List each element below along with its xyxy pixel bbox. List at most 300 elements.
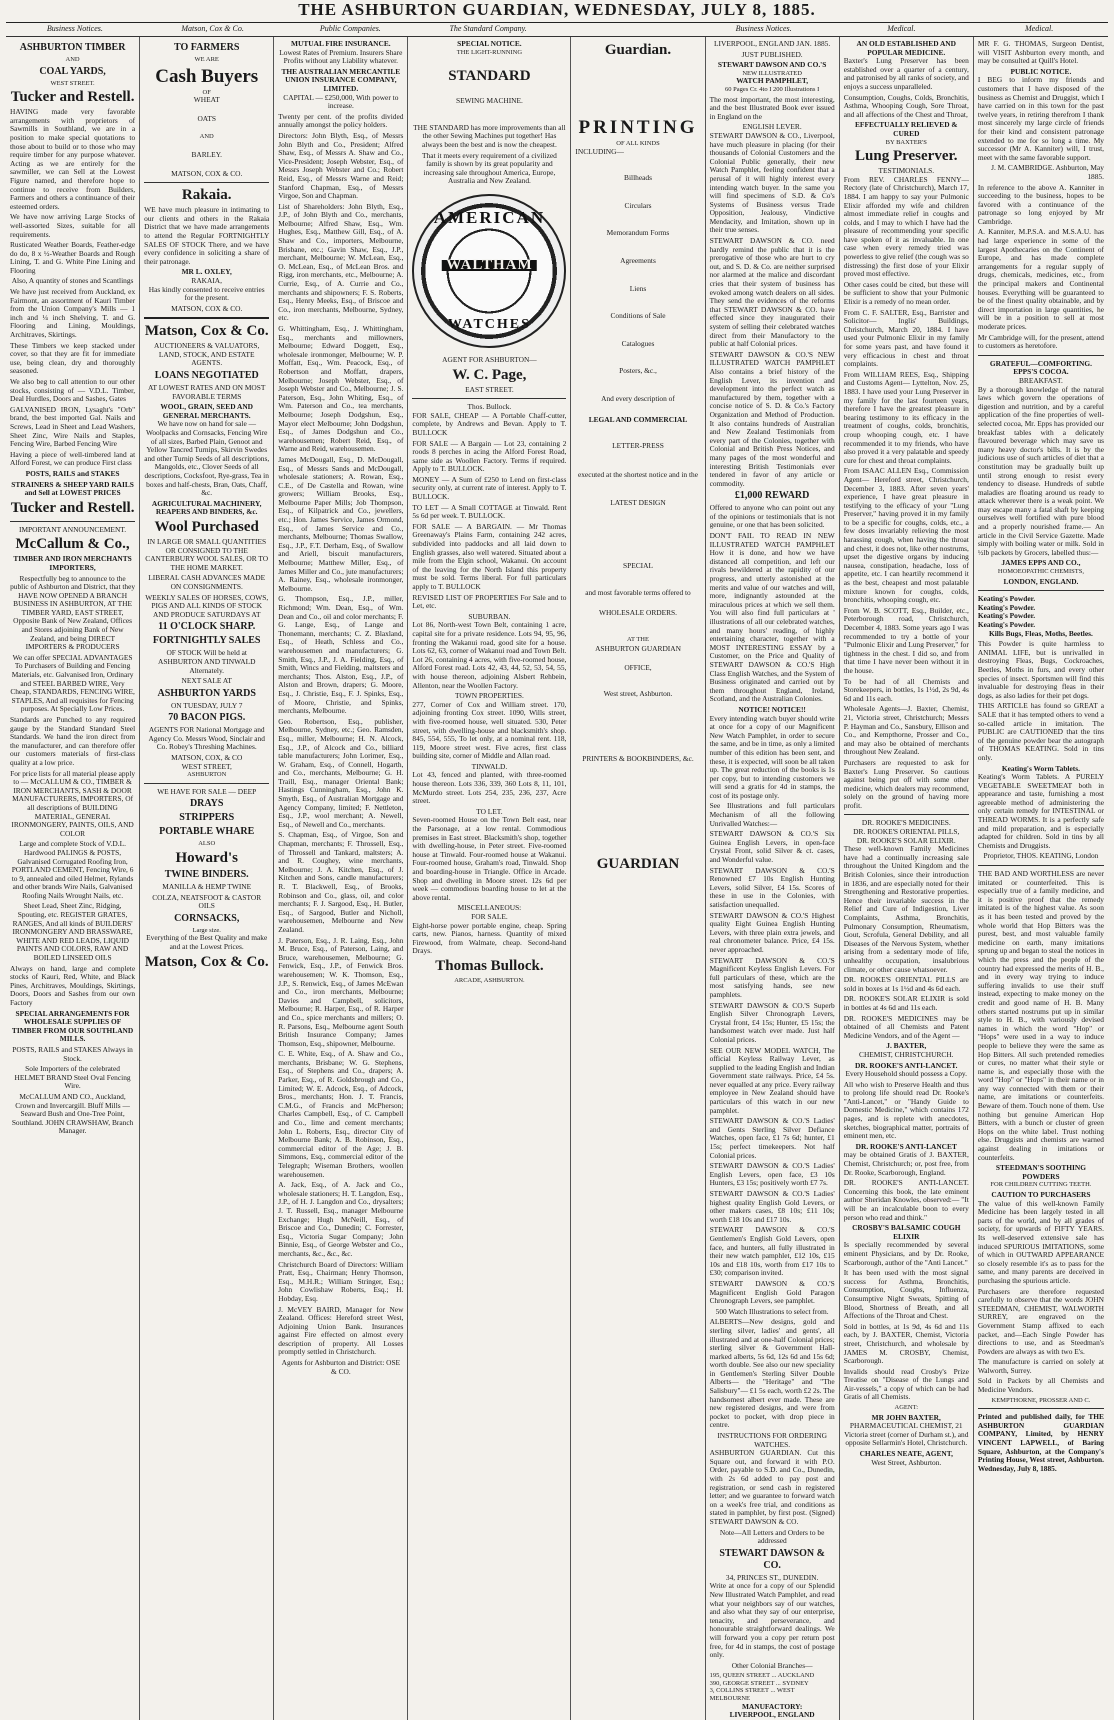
ad-text: STRAINERS & SHEEP YARD RAILS and Sell at LOWEST PRICES	[11, 479, 134, 498]
column-head: Business Notices.	[735, 24, 792, 33]
ad-title: Matson, Cox & Co.	[144, 323, 269, 340]
ad-text: We have now arriving Large Stocks of well-assorted Sizes, suitable for all requirements.	[10, 212, 136, 239]
ad-heading: TINWALD.	[471, 761, 508, 771]
ad-text: All who wish to Preserve Health and thus to prolong life should read Dr. Rooke's "Anti-Lancet," or "Handy Guide to Domestic Medicine," which contains 172 pages, and is replete with anecdotes, sketches, biographical matter, portraits of eminent men, etc.	[843, 1079, 969, 1141]
ad-text: MONEY — A Sum of £250 to Lend on first-class security only, at current rate of interest. Apply to T. BULLOCK.	[412, 474, 567, 502]
ad-text: GALVANISED IRON, Lysaght's "Orb" brand, the best imported Gal. Nails and Screws, Lead in Sheet and Lead Washers, Sheet Zinc, Wire Nails and Staples, Fencing Wire, Barbed Fencing Wire	[10, 404, 136, 449]
ad-text: These Timbers we keep stacked under cover, so that they are fit for immediate use, being clean, dry and thoroughly seasoned.	[10, 340, 136, 376]
ad-text: AUCTIONEERS & VALUATORS, LAND, STOCK, AND ESTATE AGENTS.	[154, 341, 260, 368]
ad-text: AGENTS FOR National Mortgage and Agency Co. Messrs Wood, Sinclair and Co. Robey's Threshing Machines.	[148, 725, 265, 752]
ad-text: AGENT FOR ASHBURTON—	[442, 354, 537, 364]
ad-text: STEWART DAWSON & CO., Liverpool, have much pleasure in placing (for their thousands of Colonial Customers and the Colonial Public generally, their new Watch Pamphlet, feeling confident that a perusal of it will highly interest every intending watch buyer. In the same you will find specimens of S.D. & Co's Systems of Business versus Trade Opposition, Jealousy, Vindictive Mendacity, and Imitation, shown up in their true senses.	[709, 130, 835, 235]
list-item: Keating's Powder.	[977, 611, 1036, 621]
ad-heading: CROSBY'S BALSAMIC COUGH ELIXIR	[852, 1223, 961, 1241]
ad-text: WE HAVE FOR SALE — DEEP	[157, 786, 257, 796]
ad-text: STEWART DAWSON & CO.'S Highest quality Eight Guinea English Hunting Levers, with three plain extra jewels, and real chronometer balance. Price, £4 15s. never approached.	[709, 910, 835, 954]
list-item: 3, COLLINS STREET ... WEST MELBOURNE	[709, 1687, 795, 1703]
ad-heading: INSTRUCTIONS FOR ORDERING WATCHES.	[717, 1431, 827, 1449]
ad-text: Note—All Letters and Orders to be addressed	[719, 1527, 825, 1546]
ad-heading: JAMES EPPS AND CO.,	[1001, 558, 1081, 568]
ad-text: Offered to anyone who can point out any of the opinions or testimonials that is not genuine, or one that has been solicited.	[709, 503, 835, 530]
column-3	[274, 37, 408, 1720]
column-6	[706, 37, 840, 1720]
ad-heading: DR. ROOKE'S ORIENTAL PILLS,	[853, 827, 960, 837]
printing-list	[575, 174, 700, 395]
ad-text: IN LARGE OR SMALL QUANTITIES OR CONSIGNED TO THE CANTERBURY WOOL SALES, OR TO THE HOME MARKET.	[145, 536, 269, 572]
ad-text: Has kindly consented to receive entries for the present.	[148, 284, 265, 303]
ad-heading: £1,000 REWARD	[734, 490, 810, 502]
ad-heading: FORTNIGHTLY SALES	[152, 635, 261, 647]
ad-title: GUARDIAN	[596, 855, 680, 872]
ad-heading: STEWART DAWSON & CO.	[719, 1547, 825, 1571]
ad-text: OF STOCK Will be held at ASHBURTON AND TINWALD Alternately.	[158, 648, 256, 675]
ad-text: MATSON, COX & CO.	[171, 303, 243, 313]
ad-title: Matson, Cox & Co.	[144, 953, 269, 970]
ad-text: ON TUESDAY, JULY 7	[170, 700, 243, 710]
ad-text: Geo. Robertson, Esq., publisher, Melbourne, Sydney, etc.; Geo. Ramsden, Esq., miller, Melbourne; H. N. Alcock, Esq., J.P., of Alcock and Co., billiard table manufacturers; John Lorimer, Esq., W. Graham, Esq., of Connell, Hogarth, and Co., merchants, Melbourne; G. H. Traill, Esq., manager Oriental Bank; Hastings Cunningham, Esq., John K. Smyth, Esq., of Australian Mortgage and Agency Company, limited; F. Nettleton, Esq., J.P., wool merchant; A. Newell, Esq., of Newell and Co., merchants.	[278, 716, 404, 829]
ad-heading: MUTUAL FIRE INSURANCE.	[291, 39, 391, 48]
list-item: Liens	[629, 283, 647, 293]
ad-subheading: THE LIGHT-RUNNING	[456, 48, 523, 56]
ad-text: WE have much pleasure in intimating to our clients and others in the Rakaia District that we have made arrangements to attend the Regular FORTNIGHTLY SALES OF STOCK There, and we have every confidence in soliciting a share of their patronage.	[144, 205, 270, 266]
ad-text: West street, Ashburton.	[603, 689, 673, 699]
list-item: Billheads	[624, 173, 652, 183]
ad-heading: TOWN PROPERTIES.	[455, 691, 524, 701]
ad-text: Respectfully beg to announce to the public of Ashburton and District, that they HAVE NOW OPENED A BRANCH BUSINESS IN ASHBURTON, AT THE TIMBER YARD, EAST STREET, Opposite Bank of New Zealand, Offices and Stores adjoining Bank of New Zealand, and being DIRECT IMPORTERS & PRODUCERS	[10, 573, 136, 652]
ad-text: RAKAIA,	[191, 275, 222, 285]
ad-text: G. Thompson, Esq., J.P., miller, Richmond; Wm. Dean, Esq., of Wm. Dean and Co., oil and color merchants; F. G. Lange, Esq., of Lange and Thonemann, merchants; C. Z. Blaxland, Esq., of Heath, Schless and Co., warehousemen and manufacturers; G. Smith, Esq., J.P., J. A. Fielding, Esq., of Smith, Wincs and Fielding, maltsters and merchants; Thos. Alston, Esq., J.P., of Alston and Brown, drapers; G. Moore, Esq., J. Christie, Esq., F. J. Spinks, Esq., of Moore, Christie, and Spinks, merchants, Melbourne.	[278, 594, 404, 716]
ad-text: AGENT:	[894, 1404, 919, 1412]
ad-text: Every intending watch buyer should write at once for a copy of our Magnificent New Watch Pamphlet, in order to secure the same, and be in time, as only a limited number of this edition has been sent, and these, it is expected, will soon be all taken up. The great reduction of the books is 1s per copy, but to intending customers we will send a gratis for 4d in stamps, the cost of its postage only.	[709, 713, 835, 800]
ad-text: 34, PRINCES ST., DUNEDIN.	[725, 1572, 819, 1582]
ad-text: BARLEY.	[191, 149, 222, 159]
ad-text: J. McVEY BAIRD, Manager for New Zealand. Offices: Hereford street West, Adjoining Union Bank. Insurances against Fire effected on almost every description of property. All Losses promptly settled in Christchurch.	[278, 1304, 404, 1357]
ad-heading: DR. ROOKE'S SOLAR ELIXIR.	[856, 835, 956, 845]
ad-text: IMPORTANT ANNOUNCEMENT.	[19, 524, 127, 534]
column-head: Medical.	[1025, 24, 1054, 33]
imprint: Printed and published daily, for THE ASHBURTON GUARDIAN COMPANY, Limited, by HENRY VINCENT LAPWELL, of Baring Square, Ashburton, at the Company's Printing House, West street, Ashburton. Wednesday, July 8, 1885.	[977, 1412, 1104, 1473]
ad-text: Purchasers are therefore requested carefully to observe that the words JOHN STEEDMAN, CHEMIST, WALWORTH SURREY, are engraved on the Government Stamp affixed to each packet, and—Each Single Powder has directions to use, and as Steedman's Powders are always as with two E's.	[977, 1286, 1104, 1356]
ad-text: Mr Cambridge will, for the present, attend to customers as heretofore.	[977, 332, 1104, 351]
column-head: Medical.	[887, 24, 916, 33]
divider	[978, 355, 1104, 356]
ad-title: Tucker and Restell.	[10, 499, 135, 516]
ad-text: LETTER-PRESS	[612, 441, 664, 451]
ad-heading: PRINTERS & BOOKBINDERS, &c.	[582, 754, 694, 764]
ad-text: List of Shareholders: John Blyth, Esq., J.P., of John Blyth and Co., merchants, Melbourne; Alfred Shaw, Esq., Wm. Hughes, Esq., Matthew Gill, Esq., of A. Shaw and Co., importers, Melbourne, Brisbane, etc.; Gavin Shaw, Esq., J.P., merchant, Melbourne; W. McLean, Esq., O. McLean, Esq., of McLean Bros. and Rigg, iron merchants, etc., Melbourne; A. Currie, Esq., of A. Currie and Co., merchants and shipowners; F. S. Roberts, Esq., Henry Meeks, Esq., of Briscoe and Co., iron merchants, Melbourne, Sydney, etc.	[278, 201, 404, 323]
ad-heading: CHARLES NEATE, AGENT,	[859, 1449, 953, 1459]
column-4	[408, 37, 571, 1720]
column-heads	[6, 23, 1108, 37]
divider	[144, 783, 269, 784]
ad-text: POSTS, RAILS and STAKES Always in Stock.	[12, 1044, 133, 1063]
ad-text: SEE OUR NEW MODEL WATCH, The official Keyless Railway Lever, as supplied to the leading English and Indian Government state railways. Price, £4 5s. never equalled at any price. Every railway employee in New Zealand should have particulars of this watch in our new pamphlet.	[709, 1045, 835, 1115]
column-5	[571, 37, 705, 1720]
ad-heading: SPECIAL NOTICE.	[457, 39, 522, 48]
ad-text: I BEG to inform my friends and customers that I have disposed of the business as Chemist and Druggist, which I have carried on in this town for the past twelve years, in retiring therefrom I thank most sincerely my large circle of friends for their kind and consistent patronage extended to me for so long a time. My successor (Mr A. Kanniter) will, I trust, meet with the same favorable support.	[977, 75, 1104, 162]
ad-text: may be obtained Gratis of J. BAXTER, Chemist, Christchurch; or, post free, from Dr. Rooke, Scarborough, England.	[843, 1150, 969, 1177]
ad-text: Other cases could be cited, but these will be sufficient to show that your Pulmonic Elixir is a remedy of no mean order.	[843, 279, 969, 307]
ad-text: STEWART DAWSON & CO.'S Renowned £7 10s English Hunting Levers, solid Silver, £4 15s. Scores of these in use in the Colonies, with satisfaction unequalled.	[709, 865, 835, 909]
ad-heading: LATEST DESIGN	[610, 498, 666, 508]
ad-text: THE STANDARD has more improvements than all the other Sewing Machines put together! Has always been the best and is now the cheapest.	[413, 122, 566, 149]
ad-text: See Illustrations and full particulars Mechanism of all the following Unrivalled Watches:—	[709, 801, 835, 828]
ad-text: AT THE	[627, 635, 649, 643]
ad-subheading: BY BAXTER'S	[885, 138, 927, 146]
ad-text: Invalids should read Crosby's Prize Treatise on "Disease of the Lungs and Air-vessels," a copy of which can be had Gratis of all Chemists.	[843, 1366, 969, 1402]
ad-title: Howard's	[175, 850, 238, 867]
list-item: Posters, &c.,	[619, 366, 657, 376]
ad-text: Large size.	[192, 926, 221, 934]
ad-text: From C. F. SALTER, Esq., Barrister and Solicitor— Inglis' Buildings, Christchurch, March 20, 1884. I have used your Pulmonic Elixir in my family for some years past, and have found it very efficacious in chest and throat complaints.	[843, 307, 969, 369]
ad-text: Keating's Worm Tablets. A PURELY VEGETABLE SWEETMEAT both in appearance and taste, furnishing a most agreeable method of administering the only certain remedy for INTESTINAL or THREAD WORMS. It is a perfectly safe and mild preparation, and is especially adapted for children. Sold in tins by all Chemists and Druggists.	[977, 772, 1104, 850]
ad-text: We also beg to call attention to our other stocks, consisting of — V.D.L. Timber, Deal Hurdles, Doors and Sashes, Gates	[10, 377, 136, 404]
ad-text: James McDougall, Esq., D. McDougall, Esq., of Messrs Sands and McDougall, wholesale stationers; A. Rowan, Esq., C.E., of De Castella and Rowan, wine growers; William Brooks, Esq., Melbourne Paper Mills; Job Thompson, Esq., of Kilpatrick and Co., jewellers, etc.; Hon. James Service, James Ormond, Esq., of James Service and Co., merchants, Melbourne; Thomas Swallow, Esq., J.P., F.T. Derham, Esq., of Swallow and Ariell, biscuit manufacturers, Melbourne; Matthew Miller, Esq., of James Miller and Co., jute manufacturers; A. Rainey, Esq., wholesale ironmonger, Melbourne.	[278, 454, 404, 593]
ad-text: The manufacture is carried on solely at Walworth, Surrey.	[977, 1357, 1104, 1375]
ad-heading: MANUFACTORY:	[741, 1701, 803, 1711]
list-item: Keating's Powder.	[977, 602, 1036, 612]
ad-text: and most favorable terms offered to	[585, 587, 691, 597]
ad-text: Eight-horse power portable engine, cheap. Spring carts, new. Pianos, harness. Quantity of mixed Firewood, from Walmate, cheap. Second-hand Drays.	[412, 920, 567, 956]
ad-text: From ISAAC ALLEN Esq., Commission Agent— Hereford street, Christchurch, December 3, 1883. After seven years' experience, I have great pleasure in testifying to the efficacy of your "Lung Preserver," having proved it in my family to be a specific for coughs, colds, etc., a few doses invariably relieving the most harassing cough, when having the throat and chest, it does not, like other nostrums, upset the digestive organs by inducing nausea, constipation, headache, loss of appetite, etc. I can heartily recommend it as the best, cheapest and most palatable mixture known for coughs, colds, bronchitis, whooping cough, etc.	[843, 466, 969, 605]
ad-heading: LEGAL AND COMMERCIAL	[588, 414, 688, 424]
ad-subheading: OF ALL KINDS	[616, 140, 660, 147]
ad-title: W. C. Page,	[452, 366, 527, 383]
ad-text: WHEAT	[193, 95, 220, 105]
ad-text: JUST PUBLISHED.	[741, 49, 803, 59]
ad-heading: EFFECTUALLY RELIEVED & CURED	[855, 120, 958, 138]
ad-heading: 11 O'CLOCK SHARP.	[158, 621, 256, 633]
ad-text: STEWART DAWSON & CO.'S Ladies' and Gents Sterling Silver Defiance Watches, open face, £1 7s 6d; hunter, £1 15s; perfect timekeepers. Not half Colonial prices.	[709, 1116, 835, 1160]
ad-text: AT LOWEST RATES AND ON MOST FAVORABLE TERMS	[148, 383, 266, 401]
ad-text: From W. B. SCOTT, Esq., Builder, etc., Peterborough road, Christchurch, December 4, 1883. Some years ago I was recommended to try a bottle of your "Pulmonic Elixir and Lung Preserver," for tightness in the chest. I did so, and from that time I have never been without it in the house.	[843, 605, 969, 675]
ad-heading: MR JOHN BAXTER,	[871, 1412, 941, 1422]
ad-text: A. Kanniter, M.P.S.A. and M.S.A.U. has had large experience in some of the largest Apothecaries on the Continent of Europe, and has made complete arrangements for a regular supply of drugs, chemicals, medicines, etc., from the principal makers and Continental houses. Everything will be guaranteed to be of the finest quality obtainable, and by direct importation in large quantities, he will be in a position to sell at most moderate prices.	[977, 227, 1104, 331]
ad-text: G. Whittingham, Esq., J. Whittingham, Esq., merchants and millowners, Melbourne; Edward Doggett, Esq., wholesale ironmonger, Melbourne; W. P. Moffatt, Esq., Wm. Peacock, Esq., of Robertson and Moffatt, drapers, Melbourne; Joseph Webster, Esq., of Joseph Webster and Co., Melbourne; J. S. Paterson, Esq., John Whiting, Esq., of Wm. Paterson and Co., tea merchants, Melbourne; Joseph Dodgshun, Esq., Mayor elect Melbourne; John Dodgshun, Esq., of James Dodgshun and Co., warehousemen; Robert Reid, Esq., of Warne and Reid, warehousemen.	[278, 324, 404, 454]
ad-text: SEWING MACHINE.	[455, 96, 523, 106]
keating-list	[978, 595, 1104, 629]
ad-text: REVISED LIST OF PROPERTIES For Sale and to Let, etc.	[412, 592, 567, 611]
ad-text: Baxter's Lung Preserver has been established over a quarter of a century, and patronised by all ranks of society, and enjoys a success unparalleled.	[843, 56, 969, 91]
ad-text: Lot 43, fenced and planted, with three-roomed house thereon. Lots 336, 339, 360 Lots 8, 11, 101, McMurdo street. Lots 254, 235, 236, 237, Acre street.	[412, 770, 567, 806]
ad-text: WEEKLY SALES OF HORSES, COWS, PIGS AND ALL KINDS OF STOCK AND PRODUCE SATURDAYS AT	[145, 592, 269, 619]
ad-title: Wool Purchased	[154, 518, 259, 535]
ad-text: Also, A quantity of stones and Scantlings	[11, 276, 134, 286]
ad-text: EAST STREET.	[465, 384, 514, 394]
ad-heading: DR. ROOKE'S MEDICINES.	[861, 818, 951, 828]
ad-title: PRINTING	[578, 117, 698, 138]
ad-text: STEWART DAWSON & CO.'S Magnificent Keyless English Levers. For full particulars of these, which are the most satisfying hands, see new pamphlets.	[709, 955, 835, 999]
ad-text: STEWART DAWSON & CO.'S Gentlemen's English Gold Levers, open face, and hunters, all fully illustrated in their new watch pamphlet, £12 10s, £15 10s and £18 10s, worth from £17 10s to £30; comparison invited.	[709, 1225, 835, 1278]
ad-title: Tucker and Restell.	[10, 89, 135, 106]
ad-heading: SUBURBAN.	[468, 611, 511, 621]
list-item: Keating's Powder.	[977, 594, 1036, 604]
ad-text: TIMBER AND IRON MERCHANTS IMPORTERS,	[13, 554, 132, 572]
ad-text: Sole Importers of the celebrated HELMET BRAND Steel Oval Fencing Wire.	[14, 1064, 131, 1091]
waltham-watch-badge: AMERICAN WALTHAM WATCHES	[412, 194, 566, 348]
ad-text: NEXT SALE AT	[181, 676, 232, 686]
ad-text: A. Jack, Esq., of A. Jack and Co., wholesale stationers; H. T. Langdon, Esq., J.P., of H. J. Langdon and Co., drysalters; J. T. Russell, Esq., manager Melbourne Exchange; Hugh McNeill, Esq., of Briscoe and Co., Dunedin; C. Forrester, Esq., Victoria Sugar Company; John Binnie, Esq., of George Webster and Co., merchants, &c., &c., &c.	[278, 1180, 404, 1258]
ad-heading: ASHBURTON TIMBER	[19, 42, 126, 53]
ad-heading: STRIPPERS	[179, 812, 235, 824]
ad-text: MR L. OXLEY,	[181, 267, 232, 277]
ad-text: Every Household should possess a Copy.	[845, 1069, 967, 1079]
ad-text: Seven-roomed House on the Town Belt east, near the Parsonage, at a low rental. Commodious premises in East street. Blacksmith's shop, together with dwelling-house, in Peter street. Five-roomed house at Tinwald. Four-roomed house at Wakanui. Four-roomed house, Graham's road, Tinwald. Shop and boarding-house in Triangle. Office in Arcade. Shop and dwelling in Moore street. 12s 6d per week — commodious boarding house to let at the above rental.	[412, 815, 567, 902]
list-item: 390, GEORGE STREET ... SYDNEY	[709, 1679, 809, 1687]
masthead	[6, 0, 1108, 23]
ad-heading: J. BAXTER,	[886, 1041, 927, 1051]
ad-text: DR. ROOKE'S ANTI-LANCET. Concerning this book, the late eminent author Sheridan Knowles, observed:— "It will be an incalculable boon to every person who read and think."	[843, 1178, 969, 1222]
ad-subheading: OF	[202, 88, 211, 96]
ad-heading: 70 BACON PIGS.	[168, 712, 246, 724]
divider	[844, 814, 969, 815]
ad-heading: Keating's Worm Tablets.	[1001, 763, 1080, 773]
ad-text: Everything of the Best Quality and make and at the Lowest Prices.	[146, 933, 268, 951]
ad-text: AND	[199, 133, 214, 141]
ad-text: 500 Watch Illustrations to select from.	[715, 1306, 829, 1316]
ad-text: SPECIAL ARRANGEMENTS FOR WHOLESALE SUPPLIES OF TIMBER FROM OUR SOUTHLAND MILLS.	[11, 1008, 134, 1044]
ad-text: Sold in bottles, at 1s 9d, 4s 6d and 11s each, by J. BAXTER, Chemist, Victoria street, Christchurch, and wholesale by JAMES M. CROSBY, Chemist, Scarborough.	[843, 1321, 969, 1366]
ad-subheading: WE ARE	[194, 56, 219, 63]
ad-text: DR. ROOKE'S ORIENTAL PILLS are sold in boxes at 1s 1½d and 4s 6d each.	[843, 975, 969, 993]
ad-heading: ENGLISH LEVER.	[742, 122, 802, 132]
ad-title: STANDARD	[448, 68, 531, 85]
ad-text: CAPITAL — £250,000, With power to increase.	[283, 92, 399, 111]
ad-heading: ASHBURTON GUARDIAN	[595, 644, 681, 654]
ad-text: DON'T FAIL TO READ IN NEW ILLUSTRATED WATCH PAMPHLET How it is done, and how we have distanced all competition, and left our rivals bewildered at the rapidity of our progress, and utterly astonished at the merits and value of our watches and will, more, indignantly astounded at the miraculous prices at which we sell them. You will also find full particulars at ' illustrations of all our celebrated watches, and many hours' reading, of highly entertaining character, together with a MOST INTERESTING ESSAY by a Customer, on the Price and Quality of STEWART DAWSON & CO.'S High Class English Watches, and the System of Business originated and carried out by them throughout England, Ireland, Scotland, and the Australian Colonies.	[709, 531, 835, 704]
list-item: Circulars	[624, 200, 652, 210]
ad-text: ASHBURTON	[187, 771, 227, 779]
ad-heading: WOOL, GRAIN, SEED AND GENERAL MERCHANTS.	[160, 402, 254, 420]
column-8	[974, 37, 1108, 1720]
ad-text: Write at once for a copy of our Splendid New Illustrated Watch Pamphlet, and read what your neighbors say of our watches, and also what they say of our enterprise, tenacity, and perseverance, and honourable straightforward dealings. We will forward you a copy per return post free, for 4d in stamps, the cost of postage only.	[709, 1581, 835, 1660]
ad-text: MR F. G. THOMAS, Surgeon Dentist, will VISIT Ashburton every month, and may be consulted at Quill's Hotel.	[977, 39, 1104, 66]
ad-text: 60 Pages Cr. 4to I 200 Illustrations I	[725, 85, 820, 93]
ad-text: Agents for Ashburton and District: OSE & CO.	[281, 1358, 401, 1376]
ad-text: WEST STREET,	[181, 761, 232, 771]
ad-text: PHARMACEUTICAL CHEMIST, 21 Victoria street (corner of Durham st.), and opposite Sellarmin's Hotel, Christchurch.	[844, 1421, 969, 1448]
ad-title: Cash Buyers	[155, 65, 259, 87]
ad-text: Other Colonial Branches—	[731, 1660, 813, 1670]
ad-text: From WILLIAM REES, Esq., Shipping and Customs Agent— Lyttelton, Nov. 25, 1883. I have used your Lung Preserver in my family for the last fourteen years, therefore I have the greatest pleasure in bearing testimony to its efficacy in the treatment of coughs, colds, bronchitis, croup whooping cough, etc. I have recommended it to my friends, who have also proved it a very palatable and speedy cure for chest and throat complaints.	[843, 369, 969, 465]
ad-heading: TESTIMONIALS.	[878, 166, 935, 176]
ad-text: STEWART DAWSON & CO. need hardly remind the public that it is the prerogative of those who are hurt to cry out, and S. D. & Co. are neither surprised nor alarmed at the malice and discordant cries that their system of business has evoked among watch dealers on all sides. They send the evidences of the reforms that STEWART DAWSON & CO. have effected since they inaugurated their system of selling their celebrated watches direct from their Manufactory to the public at half Colonial prices.	[709, 236, 835, 349]
ad-text: This Powder is quite harmless to ANIMAL LIFE, but is unrivalled in destroying Fleas, Bugs, Cockroaches, Beetles, Moths in furs, and every other species of insect. Sportsmen will find this invaluable for destroying fleas in their dogs, as also ladies for their pet dogs.	[977, 639, 1104, 700]
ad-subheading: NEW ILLUSTRATED	[742, 69, 802, 77]
ad-text: We have now on hand for sale — Woolpacks and Cornsacks, Fencing Wire of all sizes, Barbed Plain, Genoot and Yellow Tancred Turnips, Skirvin Swedes and other Turnip Seeds of all descriptions, Mangolds, etc., Clover Seeds of all descriptions, Cocksfoot, Rye-grass, Tea in boxes and half-chests, Bran, Oats, Chaff, &c.	[144, 419, 270, 498]
column-1	[6, 37, 140, 1720]
ad-text: STEWART DAWSON & CO.'S Superb English Silver Chronograph Levers, Crystal front, £4 15s; Hunter, £5 15s; the handsomest watch ever made. Just half Colonial prices.	[709, 1000, 835, 1044]
ad-heading: LIVERPOOL, ENGLAND	[729, 1710, 815, 1720]
ad-text: 277, Corner of Cox and William street. 170, adjoining fronting Cox street. 1090, Wills street, with five-roomed house, well situated. 530, Peter street, with dwelling-house and blacksmith's shop. 845, 554, 555, To let only, at a nominal rent. 118, 119, Moore street west. Five acres, first class building site, corner of Middle and Allan road.	[412, 699, 567, 761]
ad-text: Always on hand, large and complete stocks of Kauri, Red, White, and Black Pines, Architraves, Mouldings, Skirtings, Doors, Doors and Sashes from our own Factory	[10, 963, 136, 1007]
ad-text: POSTS, RAILS and STAKES	[25, 468, 120, 478]
ad-text: LIBERAL CASH ADVANCES MADE ON CONSIGNMENTS.	[148, 573, 266, 591]
ad-heading: MISCELLANEOUS:	[457, 903, 522, 913]
ad-text: STEWART DAWSON & CO.'S Six Guinea English Levers, in open-face Crystal Front, solid Silver & ct. cases, and Wonderful value.	[709, 829, 835, 865]
ad-text: Kills Bugs, Fleas, Moths, Beetles.	[988, 628, 1093, 638]
ad-text: The value of this well-known Family Medicine has been largely tested in all parts of the world, and by all grades of society, for upwards of FIFTY YEARS. Its well-deserved extensive sale has induced SPURIOUS IMITATIONS, some of which in OUTWARD APPEARANCE so closely resemble it's as to pass for the same, and many parents are deceived in purchasing the spurious article.	[977, 1198, 1104, 1285]
ad-heading: ASHBURTON YARDS	[157, 687, 256, 699]
ad-heading: PUBLIC NOTICE.	[1010, 66, 1072, 76]
ad-heading: DR. ROOKE'S ANTI-LANCET.	[855, 1060, 958, 1070]
ad-text: McCALLUM AND CO., Auckland, Crown and Invercargill. Bluff Mills — Seaward Bush and One-Tree Point, Southland. JOHN CRAWSHAW, Branch Manager.	[11, 1091, 134, 1136]
ad-text: ALBERTS—New designs, gold and sterling silver, ladies' and gents', all illustrated and at one-half Colonial prices; sterling silver & Government Hall-marked alberts, 5s 6d, 12s 6d and 15s 6d; worth double. See also our new speciality in Gentlemen's Sterling Silver Double Alberts— the "Heritage" and "The Salisbury"— £1 5s each, worth £2 2s. The handsomest albert ever made. These are new registered designs, and were from pocket to pocket, with drop piece in centre.	[709, 1317, 835, 1430]
ad-text: The most important, the most interesting, and the best Illustrated Book ever issued in England on the	[709, 94, 835, 121]
divider	[10, 521, 135, 522]
ad-heading: CAUTION TO PURCHASERS	[991, 1190, 1091, 1199]
list-item: Keating's Powder.	[977, 620, 1036, 629]
ad-text: OATS	[197, 113, 216, 123]
ad-heading: CORNSACKS,	[174, 912, 240, 924]
list-item: Conditions of Sale	[610, 311, 666, 321]
ad-text: MANILLA & HEMP TWINE	[162, 882, 252, 892]
ad-text: By a thorough knowledge of the natural laws which govern the operations of digestion and nutrition, and by a careful application of the fine properties of well-selected cocoa, Mr. Epps has provided our breakfast tables with a delicately flavoured beverage which may save us many heavy doctor's bills. It is by the judicious use of such articles of diet that a constitution may be gradually built up until strong enough to resist every tendency to disease. Hundreds of subtle maladies are floating around us ready to attack wherever there is a weak point. We may escape many a fatal shaft by keeping ourselves well fortified with pure blood and a properly nourished frame.— An article in the Civil Service Gazette. Made simply with boiling water or milk. Sold in ½lb packets by Grocers, labelled thus:—	[977, 384, 1104, 557]
ad-text: J. M. CAMBRIDGE. Ashburton, May 1885.	[991, 163, 1104, 181]
column-head: Public Companies.	[319, 24, 381, 33]
ad-text: Twenty per cent. of the profits divided annually amongst the policy holders.	[278, 111, 404, 130]
ad-text: In reference to the above A. Kanniter in succeeding to the business, hopes to be favored with a continuance of the patronage so long enjoyed by Mr Cambridge.	[977, 182, 1104, 226]
ad-heading: THE AUSTRALIAN MERCANTILE UNION INSURANCE COMPANY, LIMITED.	[281, 66, 401, 93]
ad-text: For price lists for all material please apply to — McCALLUM & CO., TIMBER & IRON MERCHANTS, SASH & DOOR MANUFACTURERS, IMPORTERS, Of all descriptions of BUILDING MATERIAL, GENERAL IRONMONGERY, PAINTS, OILS, AND COLOR	[10, 768, 136, 838]
ad-text: STEWART DAWSON & CO.'S Ladies' highest quality English Gold Levers, or other makers cases, £8 10s; £11 10s; worth £18 10s and £17 10s.	[709, 1189, 835, 1224]
divider	[412, 398, 566, 399]
ad-subheading: AND	[65, 56, 80, 63]
ad-heading: NOTICE! NOTICE!!	[738, 704, 806, 714]
ad-heading: BREAKFAST.	[1018, 375, 1063, 385]
ad-text: THIS ARTICLE has found so GREAT a SALE that it has tempted others to vend a so-called article in imitation. The PUBLIC are CAUTIONED that the tins of the genuine powder bear the autograph of THOMAS KEATING. Sold in tins only.	[977, 701, 1104, 762]
column-head: Business Notices.	[46, 24, 103, 33]
ad-text: ALSO	[198, 840, 216, 848]
ad-heading: OFFICE,	[624, 662, 652, 672]
ad-title: Thomas Bullock.	[435, 957, 544, 974]
ad-text: West Street, Ashburton.	[871, 1457, 942, 1467]
ad-text: Lot 86, North-west Town Belt, containing 1 acre, capital site for a private residence. Lots 94, 95, 96, fronting the Wakanui road, good site for a house. Lots 62, 63, corner of Wakanui road and Town Belt. Lot 26, containing 4 acres, with five-roomed house, Alford Forest road. Lots 42, 43, 44, 52, 53, 54, 55, with house thereon, adjoining Alsbert Rehbein, Allenton, near the Woollen Factory.	[412, 620, 567, 690]
ad-text: These well-known Family Medicines have had a continually increasing sale throughout the United Kingdom and the British Colonies, since their introduction in 1836, and are especially noted for their Strengthening and Restorative properties. Hence their invariable success in the Relief and Cure of Indigestion, Liver Complaints, Asthma, Bronchitis, Pulmonary Consumption, Rheumatism, Gout, Scrofula, General Debility, and all Diseases of the Nervous System, whether arising from a sedentary mode of life, unhealthy occupation, insalubrious climate, or other cause whatsoever.	[843, 844, 969, 974]
ad-heading: TWINE BINDERS.	[164, 869, 249, 881]
ad-text: STEWART DAWSON & CO.'S Magnificent English Gold Paragon Chronograph Levers, see pamphlet.	[709, 1278, 835, 1306]
ad-text: HAVING made very favorable arrangements with proprietors of Sawmills in Southland, we are in a position to make special quotations to those about to build or to those who may require timber for any purpose whatever. Acting as we are entirely for the sawmiller, we can Sell at the Lowest Figure named, and therefore hope to continue to receive from Builders, Farmers and others a continuance of their esteemed orders.	[10, 107, 136, 211]
ad-text: Christchurch Board of Directors: William Pratt, Esq., Chairman; Henry Thomson, Esq., M.H.R.; William Stringer, Esq.; John Cowlishaw Roberts, Esq.; H. Hobday, Esq.	[278, 1259, 404, 1303]
ad-text: Having a piece of well-timbered land at Alford Forest, we can produce First class	[10, 449, 136, 468]
ad-text: STEWART DAWSON & CO.'S NEW ILLUSTRATED WATCH PAMPHLET Also contains a brief history of the English Lever, its invention and development into the perfect watch as manufactured by them, together with a concise notice of S. D. & Co.'s Factory Organization and Method of Production. It also contains hundreds of Australian and New Zealand Testimonials from every part of the Colonies, together with Colonial and British Press Notices, and many pages of the most wonderful and interesting British Testimonials ever tendered in favor of any article or commodity.	[709, 349, 835, 488]
ad-text: Wholesale Agents—J. Baxter, Chemist, 21, Victoria street, Christchurch; Messrs P. Hayman and Co., Sansbury, Ellison and Co., and Kempthorne, Prosser and Co., and may also be obtained of merchants throughout New Zealand.	[843, 704, 969, 757]
ad-text: To be had of all Chemists and Storekeepers, in bottles, 1s 1½d, 2s 9d, 4s 6d and 11s each.	[843, 676, 969, 703]
ad-text: Is specially recommended by several eminent Physicians, and by Dr. Rooke, Scarborough, author of the "Anti Lancet."	[843, 1240, 969, 1267]
ad-heading: GRATEFUL—COMFORTING.	[989, 358, 1092, 368]
divider	[978, 590, 1104, 591]
ad-heading: SPECIAL	[623, 560, 653, 570]
ad-heading: LONDON, ENGLAND.	[1003, 576, 1079, 586]
ad-heading: AN OLD ESTABLISHED AND POPULAR MEDICINE.	[856, 39, 956, 57]
ad-text: FOR SALE, CHEAP — A Portable Chaff-cutter, complete, by Andrews and Bevan. Apply to T. BULLOCK	[412, 410, 567, 437]
column-head	[557, 23, 695, 36]
branch-list	[710, 1672, 835, 1702]
ad-heading: AGRICULTURAL MACHINERY, REAPERS AND BINDERS, &c.	[151, 498, 262, 517]
ad-heading: EPPS'S COCOA.	[1013, 367, 1069, 377]
ad-text: Consumption, Coughs, Colds, Bronchitis, Asthma, Whooping Cough, Sore Throat, and all affections of the Chest and Throat,	[843, 92, 969, 119]
divider	[978, 1408, 1104, 1409]
ad-text: ARCADE, ASHBURTON.	[454, 976, 525, 984]
ad-text: We have just received from Auckland, ex Fairmont, an assortment of Kauri Timber from the Union Company's Mills — 1 inch and ¼ inch Shelving, T. and G. Flooring and Lining, Mouldings, Architraves, Skirtings.	[10, 287, 136, 340]
masthead-title: THE ASHBURTON GUARDIAN, WEDNESDAY, JULY 8, 1885.	[298, 0, 816, 19]
ad-text: FOR SALE — A BARGAIN. — Mr Thomas Greenaway's Plains Farm, containing 242 acres, subdivided into paddocks and all laid down to English grasses, also well watered. Situated about a mile from the Elgin school, Wakanui. On account of the leaving for the North Island this property must be sold. Terms liberal. For full particulars apply to T. BULLOCK	[412, 521, 567, 591]
ad-text: Lowest Rates of Premium. Insurers Share Profits without any Liability whatever.	[279, 47, 403, 66]
ad-title: Guardian.	[604, 42, 672, 58]
ad-text: THE BAD AND WORTHLESS are never imitated or counterfeited. This is especially true of a family medicine, and it is positive proof that the remedy imitated is of the highest value. As soon as it has been tested and proved by the whole world that Hop Bitters was the purest, best, and most valuable family medicine on earth, many imitations sprung up and began to steal the notices in which the press and the people of the country had expressed the merits of H. B., and in every way trying to induce suffering invalids to use their stuff instead, expecting to make money on the credit and good name of H. B. Many others started nostrums put up in similar style to H. B., with variously devised names in which the word "Hop" or "Hops" were used in a way to induce people to believe they were the same as Hop Bitters. All such pretended remedies or cures, no matter what their style or name is, and especially those with the word "Hop" or "Hops" in their name or in any way connected with them or their name, are imitations or counterfeits. Beware of them. Touch none of them. Use nothing but genuine American Hop Bitters, with a bunch or cluster of green Hops on the white label. Trust nothing else. Druggists and chemists are warned against dealing in imitations or counterfeits.	[977, 869, 1104, 1162]
ad-text: That it meets every requirement of a civilized family is shown by its great popularity and increasing sale throughout America, Europe, Australia and New Zealand.	[422, 150, 557, 186]
ad-text: KEMPTHORNE, PROSSER AND C.	[991, 1396, 1091, 1404]
ad-text: ASHBURTON GUARDIAN. Cut this Square out, and forward it with P.O. Order, payable to S.D. and Co., Dunedin, with 2s 6d added to pay post and registration, or send cash in registered letter; and we guarantee to forward watch on a week's free trial, and conditions as stated in pamphlet, by first post. (Signed) STEWART DAWSON & CO.	[709, 1448, 835, 1526]
list-item: Catalogues	[621, 338, 655, 348]
ad-text: CHEMIST, CHRISTCHURCH.	[859, 1049, 954, 1059]
column-7	[840, 37, 974, 1720]
ad-text: DR. ROOKE'S SOLAR ELIXIR is sold in bottles at 4s 6d and 11s each.	[843, 994, 969, 1012]
ad-text: LIVERPOOL, ENGLAND JAN. 1885.	[714, 39, 831, 48]
ad-text: executed at the shortest notice and in the	[577, 469, 699, 479]
ad-text: C. E. White, Esq., of A. Shaw and Co., merchants, Brisbane; W. G. Stephens, Esq., of Stephens and Co., drapers; A. Parker, Esq., of R. Goldsbrough and Co., Limited; W. E. Adcock, Esq., of Adcock, Bros., merchants; Hon. J. T. Francis, C.M.G., of Francis and McPherson; Charles Campbell, Esq., of C. Campbell and Co., lime and cement merchants; John L. Roberts, Esq., director City of Melbourne Bank; A. B. Robinson, Esq., commercial editor of the Age; J. B. Simmons, Esq., commercial editor of the Telegraph; Wiseman Brothers, woollen warehousemen.	[278, 1049, 404, 1179]
ad-text: FOR CHILDREN CUTTING TEETH.	[990, 1181, 1092, 1189]
divider	[144, 317, 269, 319]
ad-heading: DRAYS	[189, 798, 224, 810]
ad-title: Rakaia.	[181, 187, 232, 204]
list-item: 195, QUEEN STREET ... AUCKLAND	[709, 1672, 815, 1680]
ad-heading: COAL YARDS,	[39, 65, 106, 77]
ad-text: TO LET — A Small COTTAGE at Tinwald. Rent 5s 6d per week. T. BULLOCK.	[412, 502, 567, 521]
ad-text: STEWART DAWSON & CO.'S Ladies' English Levers, open face, £3 10s Hunters, £3 15s; positively worth £7 7s.	[709, 1161, 835, 1188]
list-item: Memorandum Forms	[606, 228, 670, 238]
column-head: Matson, Cox & Co.	[181, 24, 244, 33]
ad-text: We can offer SPECIAL ADVANTAGES To Purchasers of Building and Fencing Materials, etc. Galvanised Iron, Ordinary and STEEL BARBED WIRE, Very Cheap, STANDARDS, FENCING WIRE, STAPLES, And all requisites for Fencing purposes. At Specially Low Prices.	[10, 652, 135, 714]
ad-text: Sold in Packets by all Chemists and Medicine Vendors.	[977, 1376, 1104, 1395]
divider	[144, 182, 269, 183]
ad-text: J. Paterson, Esq., J. R. Laing, Esq., John M. Bruce, Esq., of Paterson, Laing, and Bruce, warehousemen, Melbourne; G. Fenwick, Esq., J.P., of Fenwick Bros. warehousemen; W. K. Thomson, Esq., J.P., S. Renwick, Esq., of James McEwan and Co., iron merchants, Melbourne; Davies and Campbell, solicitors, Melbourne; R. Harper, Esq., of R. Harper and Co., spice merchants and millers; O. R. Parsons, Esq., Melbourne agent South British Insurance Company; James Thomson, Esq., shipowner, Melbourne.	[278, 935, 404, 1048]
ad-heading: STEWART DAWSON AND CO.'S	[717, 60, 827, 70]
ad-text: Rusticated Weather Boards, Feather-edge do do, 8 x ½-Weather Boards and Rough Lining, T. and G. White Pine Lining and Flooring	[10, 240, 136, 275]
ad-text: S. Chapman, Esq., of Virgoe, Son and Chapman, merchants; F. Throssell, Esq., of Throssell and Tankard, maltsters; A. and R. Coughey, wine merchants, Melbourne; J. A. Kitchen, Esq., of J. Kitchen and Sons, candle manufacturers; R. T. Blackwell, Esq., of Brooks, Robinson and Co., glass, oil, and color merchants; F. J. Sargood, Esq., H. Butler, Esq., of Sargood, Butler and Nicholl, warehousemen, Melbourne and New Zealand.	[278, 830, 404, 934]
ad-text: Large and complete Stock of V.D.L. Hardwood PALINGS & POSTS, Galvanised Corrugated Roofing Iron, PORTLAND CEMENT, Fencing Wire, 6 to 9, annealed and oiled Helmet, Rylands and other brands Wire Nails, Galvanised Roofing Nails Wrought Nails, etc.	[11, 839, 134, 900]
ad-text: COLZA, NEATSFOOT & CASTOR OILS	[152, 892, 262, 911]
ad-heading: TO FARMERS	[173, 42, 240, 53]
ad-title: McCallum & Co.,	[15, 536, 130, 553]
list-item: Agreements	[620, 255, 656, 265]
ad-text: Proprietor, THOS. KEATING, London	[983, 851, 1099, 861]
ad-heading: DR. ROOKE'S ANTI-LANCET	[855, 1141, 957, 1151]
column-head: The Standard Company.	[449, 24, 527, 33]
columns	[6, 37, 1108, 1720]
divider	[978, 865, 1104, 866]
ad-text: And every description of	[601, 393, 675, 403]
ad-text: From REV. CHARLES FENNY— Rectory (late of Christchurch), March 17, 1884. I am happy to say your Pulmonic Elixir afforded my wife and children almost immediate relief in coughs and colds, and I may to which I have had the pleasure of recommending your specific have spoken of it as invaluable. In one case when every remedy tried was powerless to give relief (the cough was so distressing) the first dose of your Elixir proved most effective.	[843, 174, 969, 279]
ad-heading: Thos. Bullock.	[467, 402, 512, 412]
ad-text: Standards are Punched to any required gauge by the Standard Standard Steel Standards. We hand the iron direct from the manufacturer, and can therefore offer our customers materials of first-class quality at a low price.	[10, 715, 136, 767]
ad-text: Directors: John Blyth, Esq., of Messrs John Blyth and Co., President; Alfred Shaw, Esq., of Messrs A. Shaw and Co., Vice-President; Joseph Webster, Esq., of Messrs Joseph Webster and Co.; Robert Reid, Esq., of Messrs Warne and Reid; Stanford Chapman, Esq., of Messrs Virgoe, Son and Chapman.	[278, 130, 404, 201]
ad-heading: WHOLESALE ORDERS.	[598, 608, 677, 618]
ad-heading: STEEDMAN'S SOOTHING POWDERS	[995, 1163, 1086, 1181]
ad-text: INCLUDING—	[575, 146, 624, 156]
ad-title: Lung Preserver.	[855, 148, 958, 165]
ad-text: FOR SALE — A Bargain — Lot 23, containing 2 roods 8 perches in acing the Alford Forest Road, same side as Woollen Factory. Terms if required. Apply to T. BULLOCK.	[412, 438, 567, 474]
ad-heading: WATCH PAMPHLET,	[736, 76, 809, 86]
ad-text: HOMOEOPATHIC CHEMISTS,	[997, 568, 1084, 576]
ad-heading: LOANS NEGOTIATED	[154, 370, 259, 382]
ad-text: MATSON, COX & CO.	[171, 168, 243, 178]
ad-text: MATSON, COX, & CO	[171, 753, 243, 763]
ad-text: DR. ROOKE'S MEDICINES may be obtained of all Chemists and Patent Medicine Vendors, and of the Agent —	[843, 1013, 969, 1040]
ad-text: It has been used with the most signal success for Asthma, Bronchitis, Consumption, Coughs, Influenza, Consumptive Night Sweats, Spitting of Blood, Shortness of Breath, and all Affections of the Throat and Chest.	[843, 1268, 969, 1321]
ad-heading: FOR SALE.	[471, 911, 508, 921]
ad-heading: PORTABLE WHARE	[159, 826, 255, 838]
